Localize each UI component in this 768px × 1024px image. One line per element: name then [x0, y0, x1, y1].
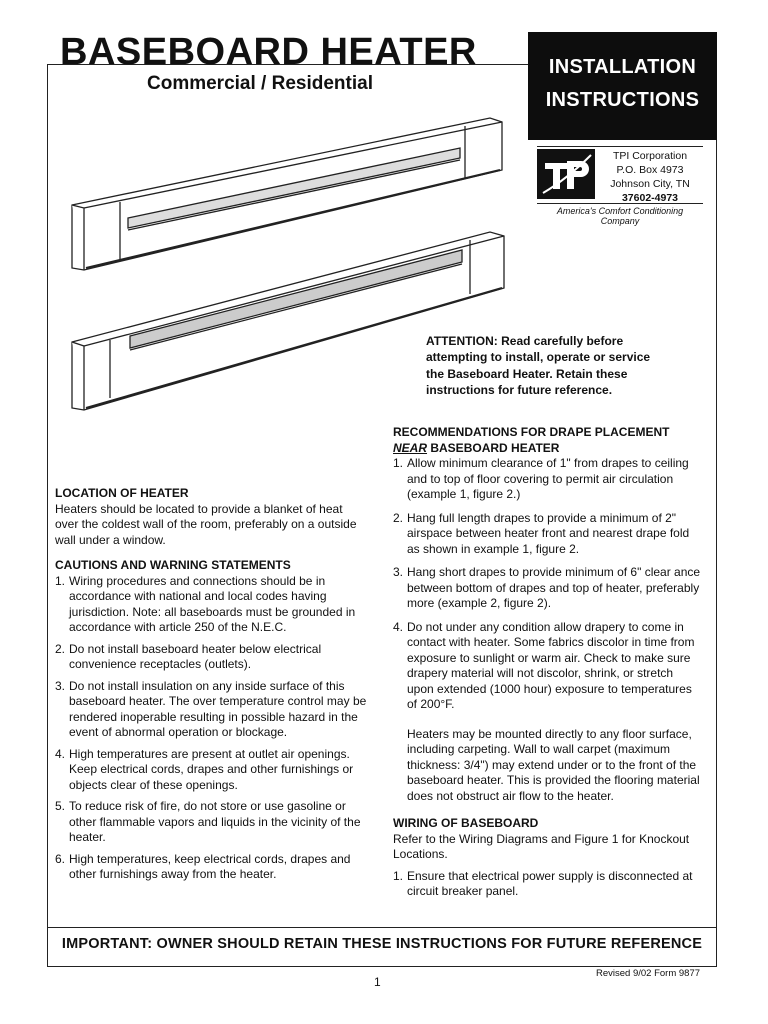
- tpi-logo-icon: [537, 149, 595, 199]
- frame-left-border: [47, 64, 48, 966]
- attention-notice: ATTENTION: Read carefully before attempting to install, operate or service the Baseboard Heater. Retain these instructions for future reference.: [426, 334, 651, 397]
- important-notice: IMPORTANT: OWNER SHOULD RETAIN THESE INSTRUCTIONS FOR FUTURE REFERENCE: [61, 936, 703, 952]
- installation-instructions-box: [528, 32, 717, 140]
- revision-info: Revised 9/02 Form 9877: [596, 968, 701, 979]
- wiring-list: [393, 869, 703, 900]
- list-item: 2. Do not install baseboard heater below electrical convenience receptacles (outlets).: [55, 641, 322, 671]
- list-item: 5. To reduce risk of fire, do not store or use gasoline or other flammable vapors and liquids in the vicinity of the heater.: [55, 799, 361, 844]
- company-rule-bottom: [537, 203, 703, 204]
- page-title: BASEBOARD HEATER: [60, 31, 477, 73]
- page-number: 1: [374, 975, 381, 989]
- location-text: Heaters should be located to provide a blanket of heat over the coldest wall of the room, preferably on a outside wall under a window.: [55, 501, 357, 547]
- company-po-box: P.O. Box 4973: [616, 164, 684, 176]
- company-rule-top: [537, 146, 703, 147]
- drapes-heading: RECOMMENDATIONS FOR DRAPE PLACEMENT NEAR BASEBOARD HEATER: [393, 425, 670, 455]
- frame-right-border: [716, 140, 717, 966]
- list-item: 2. Hang full length drapes to provide a minimum of 2" airspace between heater front and nearest drape fold as shown in example 1, figure 2.: [393, 510, 690, 556]
- page-subtitle: Commercial / Residential: [147, 73, 373, 94]
- cautions-heading: CAUTIONS AND WARNING STATEMENTS: [55, 558, 291, 572]
- frame-bottom-border: [47, 966, 717, 967]
- right-column: [393, 425, 703, 900]
- list-item: 4. Do not under any condition allow drapery to come in contact with heater. Some fabrics discolor in time from exposure to sunlight or warm air. Check to make sure drapery material will not discolor, shrink, or stretch upon extended (1000 hour) exposure to temperatures of 200°F.: [393, 619, 695, 711]
- company-tagline: America's Comfort Conditioning Company: [556, 206, 684, 226]
- list-item: 4. High temperatures are present at outlet air openings. Keep electrical cords, drapes and other furnishings or objects clear of these openings.: [55, 746, 354, 792]
- box-line-2: INSTRUCTIONS: [545, 89, 700, 111]
- wiring-text: Refer to the Wiring Diagrams and Figure 1 for Knockout Locations.: [393, 831, 690, 861]
- company-address: [597, 149, 703, 205]
- floor-mounting-note: Heaters may be mounted directly to any floor surface, including carpeting. Wall to wall carpet (maximum thickness: 3/4") may extend under or to the front of the baseboard heater. This is provided the flooring material does not obstruct air flow to the heater.: [407, 726, 700, 803]
- baseboard-heater-illustration: [70, 110, 510, 450]
- wiring-heading: WIRING OF BASEBOARD: [393, 816, 539, 830]
- left-column: [55, 486, 367, 883]
- list-item: 3. Hang short drapes to provide minimum of 6" clear ance between bottom of drapes and top of heater, preferably more (example 2, figure 2).: [393, 565, 701, 610]
- company-city: Johnson City, TN: [610, 178, 690, 190]
- company-zip: 37602-4973: [621, 192, 679, 204]
- cautions-list: [55, 574, 367, 883]
- list-item: 3. Do not install insulation on any inside surface of this baseboard heater. The over temperature control may be rendered inoperable resulting in possible hazard in the event of abnormal operation or blockage.: [55, 678, 367, 739]
- list-item: 6. High temperatures, keep electrical cords, drapes and other furnishings away from the heater.: [55, 851, 351, 881]
- box-line-1: INSTALLATION: [548, 56, 697, 78]
- location-heading: LOCATION OF HEATER: [55, 486, 189, 500]
- important-divider: [47, 927, 717, 928]
- company-name: TPI Corporation: [612, 150, 688, 162]
- drapes-list: [393, 456, 703, 713]
- list-item: 1. Allow minimum clearance of 1" from drapes to ceiling and to top of floor covering to permit air circulation (example 1, figure 2.): [393, 456, 689, 501]
- list-item: 1. Wiring procedures and connections should be in accordance with national and local codes having jurisdiction. Note: all baseboards must be grounded in accordance with article 250 of the N.E.C.: [55, 573, 356, 634]
- list-item: 1. Ensure that electrical power supply is disconnected at circuit breaker panel.: [393, 868, 693, 898]
